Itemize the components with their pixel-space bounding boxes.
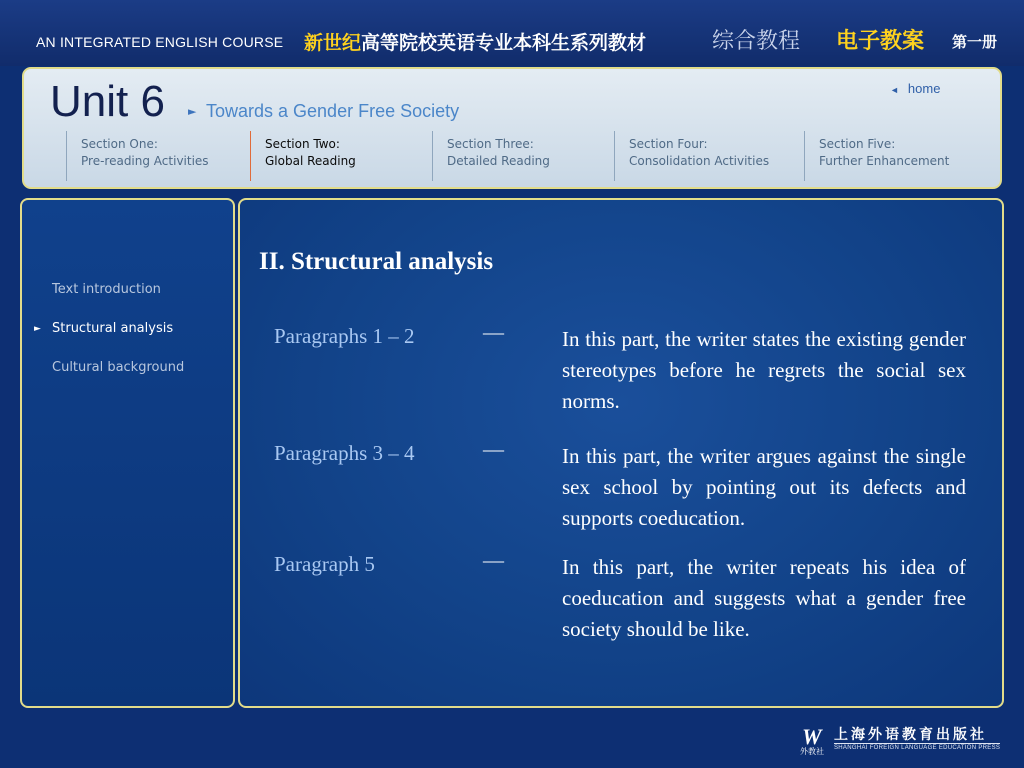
publisher-logo (800, 722, 1000, 756)
tab-section-three-name: Detailed Reading (447, 154, 550, 168)
unit-subtitle: Towards a Gender Free Society (206, 101, 460, 121)
home-label: home (907, 81, 941, 96)
tab-section-two[interactable] (250, 131, 356, 181)
publisher-mark-sub: 外教社 (800, 747, 824, 756)
tab-section-one-number: Section One: (81, 137, 158, 151)
paragraph-summary: In this part, the writer repeats his idea of coeducation and suggests what a gender free society should be like. (562, 555, 966, 641)
paragraph-range: Paragraph 5 (274, 552, 375, 576)
tab-section-two-number: Section Two: (265, 137, 340, 151)
tab-section-three[interactable] (432, 131, 550, 181)
tab-section-four-number: Section Four: (629, 137, 708, 151)
tab-section-five-number: Section Five: (819, 137, 896, 151)
publisher-mark: W (802, 724, 822, 749)
unit-title: Unit 6 (50, 77, 165, 126)
home-link[interactable] (890, 81, 940, 96)
paragraph-range: Paragraphs 1 – 2 (274, 324, 415, 348)
sidebar-item-text-introduction[interactable]: Text introduction (52, 282, 161, 297)
plan-cn-title: 电子教案 (836, 29, 925, 54)
tab-section-one-name: Pre-reading Activities (81, 154, 209, 168)
volume-label: 第一册 (952, 33, 998, 51)
tab-section-five[interactable] (804, 131, 949, 181)
course-cn-title: 综合教程 (712, 29, 801, 54)
sidebar-item-cultural-background[interactable]: Cultural background (52, 360, 185, 375)
tab-section-three-number: Section Three: (447, 137, 534, 151)
paragraph-range: Paragraphs 3 – 4 (274, 441, 415, 465)
tab-section-four-name: Consolidation Activities (629, 154, 770, 168)
sidebar-item-structural-analysis[interactable]: Structural analysis (52, 321, 174, 336)
tab-section-five-name: Further Enhancement (819, 154, 950, 168)
triangle-right-icon: ► (34, 324, 41, 334)
course-title: AN INTEGRATED ENGLISH COURSE (36, 34, 284, 50)
tab-section-one[interactable] (66, 131, 209, 181)
dash-separator: — (483, 320, 504, 344)
dash-separator: — (483, 548, 504, 572)
dash-separator: — (483, 437, 504, 461)
series-title (304, 28, 646, 55)
paragraph-summary: In this part, the writer states the existing gender stereotypes before he regrets the social sex norms. (562, 327, 966, 413)
tab-section-two-name: Global Reading (265, 154, 356, 168)
main-content (238, 198, 1004, 708)
series-rest: 高等院校英语专业本科生系列教材 (361, 32, 647, 54)
triangle-left-icon: ◄ (890, 85, 899, 95)
top-bar (0, 0, 1024, 66)
publisher-name-en: SHANGHAI FOREIGN LANGUAGE EDUCATION PRESS (834, 745, 1001, 751)
sidebar (20, 198, 235, 708)
unit-header (22, 67, 1002, 189)
series-highlight: 新世纪 (304, 32, 362, 54)
publisher-name-cn: 上海外语教育出版社 (834, 727, 987, 743)
paragraph-summary: In this part, the writer argues against the single sex school by pointing out its defects and supports coeducation. (562, 444, 966, 530)
page-title: II. Structural analysis (259, 248, 494, 275)
triangle-right-icon: ► (188, 105, 197, 118)
tab-section-four[interactable] (614, 131, 769, 181)
